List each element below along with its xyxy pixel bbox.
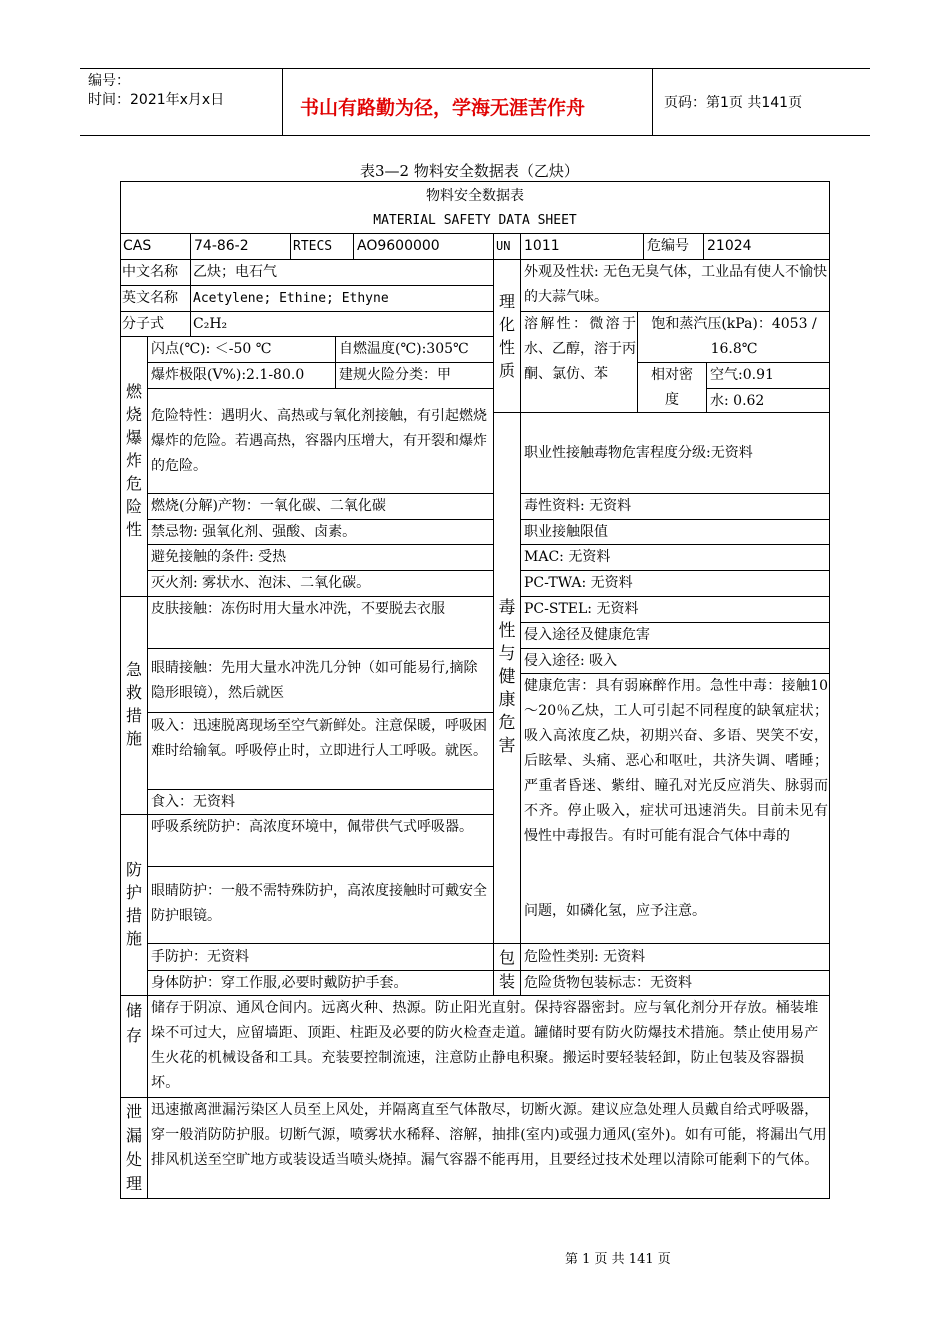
row-line [493, 943, 830, 944]
pc-stel-value: PC-STEL: 无资料 [524, 601, 639, 617]
header-divider-right [652, 68, 653, 136]
table-border-right [829, 181, 830, 1199]
health-hazard-tail: 问题，如磷化氢，应予注意。 [524, 903, 706, 919]
cn-name-value: 乙炔；电石气 [193, 264, 277, 280]
physchem-section-label: 理化性质 [498, 292, 515, 380]
cn-name-label: 中文名称 [122, 264, 178, 280]
un-label: UN [496, 239, 511, 253]
skin-contact: 皮肤接触：冻伤时用大量水冲洗，不要脱去衣服 [151, 601, 445, 617]
ingestion: 食入：无资料 [151, 794, 235, 810]
tox-data: 毒性资料: 无资料 [524, 498, 632, 514]
density-air: 空气:0.91 [710, 367, 774, 383]
row-line [147, 388, 494, 389]
header-top-rule [80, 68, 870, 69]
pc-twa-value: PC-TWA: 无资料 [524, 575, 633, 591]
eye-contact: 眼睛接触：先用大量水冲洗几分钟（如可能易行,摘除隐形眼镜），然后就医 [151, 660, 478, 701]
appearance-text: 外观及性状: 无色无臭气体，工业品有使人不愉快的大蒜气味。 [524, 264, 828, 305]
protection-section-label: 防护措施 [125, 860, 142, 948]
occupational-class: 职业性接触毒物危害程度分级:无资料 [524, 445, 753, 461]
incompatible: 禁忌物: 强氧化剂、强酸、卤素。 [151, 524, 357, 540]
autoignition: 自燃温度(℃):305℃ [339, 341, 469, 357]
route-value: 侵入途径: 吸入 [524, 653, 618, 669]
row-line [147, 866, 494, 867]
exposure-limit: 职业接触限值 [524, 524, 608, 540]
header-page: 页码：第1页 共141页 [664, 95, 803, 111]
row-line [147, 712, 494, 713]
title-cn: 物料安全数据表 [426, 188, 524, 204]
row-line [493, 412, 521, 413]
col-line [493, 233, 494, 996]
spill-section-label: 泄漏处理 [125, 1102, 142, 1193]
table-border-left [120, 181, 121, 1199]
row-line [147, 648, 494, 649]
table-caption: 表3—2 物料安全数据表（乙炔） [360, 162, 579, 180]
cas-value: 74-86-2 [194, 238, 249, 254]
formula-label: 分子式 [122, 316, 164, 332]
flash-point: 闪点(℃): ＜-50 ℃ [151, 341, 272, 357]
extinguishing-agent: 灭火剂: 雾状水、泡沫、二氧化碳。 [151, 575, 371, 591]
body-protection: 身体防护：穿工作服,必要时戴防护手套。 [151, 975, 408, 991]
avoid-conditions: 避免接触的条件: 受热 [151, 549, 287, 565]
col-line [353, 233, 354, 260]
hazard-no-value: 21024 [707, 238, 752, 254]
hand-protection: 手防护：无资料 [151, 949, 249, 965]
inhalation: 吸入：迅速脱离现场至空气新鲜处。注意保暖，呼吸困难时给输氧。呼吸停止时，立即进行人工呼吸。就医。 [151, 718, 487, 759]
mac-value: MAC: 无资料 [524, 549, 611, 565]
toxicity-section-label: 毒性与健康危害 [498, 598, 516, 756]
row-line [120, 311, 494, 312]
row-line [147, 943, 494, 944]
col-line [147, 336, 148, 996]
first-aid-section-label: 急救措施 [125, 660, 142, 748]
cas-label: CAS [123, 238, 152, 254]
hazard-category: 危险性类别: 无资料 [524, 949, 646, 965]
eye-protection: 眼睛防护：一般不需特殊防护，高浓度接触时可戴安全防护眼镜。 [151, 883, 487, 924]
relative-density-label: 相对密度 [651, 367, 693, 408]
fire-section-label: 燃烧爆炸危险性 [125, 382, 142, 539]
en-name-label: 英文名称 [122, 290, 178, 306]
hazard-no-label: 危编号 [647, 238, 689, 254]
formula-value: C₂H₂ [193, 316, 228, 332]
page-footer: 第 1 页 共 141 页 [565, 1252, 671, 1267]
table-border-top [120, 181, 830, 182]
packaging-section-label: 包装 [498, 948, 515, 991]
col-line [147, 995, 148, 1199]
rtecs-value: AO9600000 [357, 238, 440, 254]
header-date: 时间：2021年x月x日 [88, 92, 225, 108]
col-line [520, 233, 521, 996]
hazard-text: 危险特性：遇明火、高热或与氧化剂接触，有引起燃烧爆炸的危险。若遇高热，容器内压增大，有开裂和爆炸的危险。 [151, 408, 487, 474]
respiratory-protection: 呼吸系统防护：高浓度环境中，佩带供气式呼吸器。 [151, 819, 473, 835]
un-value: 1011 [524, 238, 560, 254]
header-bottom-rule [80, 135, 870, 136]
storage-section-label: 储存 [125, 1001, 142, 1045]
header-number: 编号： [88, 73, 130, 89]
title-en: MATERIAL SAFETY DATA SHEET [373, 213, 577, 228]
col-line [290, 233, 291, 260]
solubility-text: 溶解性：微溶于水、乙醇，溶于丙酮、氯仿、苯 [524, 316, 636, 382]
health-hazard-text: 健康危害：具有弱麻醉作用。急性中毒：接触10～20％乙炔，工人可引起不同程度的缺氧症状；吸入高浓度乙炔，初期兴奋、多语、哭笑不安，后眩晕、头痛、恶心和呕吐，共济失调、嗜睡；严重者昏迷、紫绀、瞳孔对光反应消失、脉弱而不齐。停止吸入，症状可迅速消失。目前未见有慢性中毒报告。有时可能有混合气体中毒的 [524, 678, 828, 844]
packaging-mark: 危险货物包装标志：无资料 [524, 975, 692, 991]
fire-class: 建规火险分类：甲 [339, 367, 451, 383]
col-line [643, 233, 644, 260]
density-water: 水: 0.62 [710, 393, 765, 409]
route-title: 侵入途径及健康危害 [524, 627, 650, 643]
header-divider-left [282, 68, 283, 136]
explosion-limit: 爆炸极限(V%):2.1-80.0 [151, 367, 305, 383]
header-motto: 书山有路勤为径，学海无涯苦作舟 [300, 97, 586, 119]
col-line [190, 233, 191, 260]
col-line [703, 233, 704, 260]
spill-text: 迅速撤离泄漏污染区人员至上风处，并隔离直至气体散尽，切断火源。建议应急处理人员戴自给式呼吸器，穿一般消防防护服。切断气源，喷雾状水稀释、溶解，抽排(室内)或强力通风(室外)。如有可能，将漏出气用排风机送至空旷地方或装设适当喷头烧掉。漏气容器不能再用，且要经过技术处理以清除可能剩下的气体。 [151, 1102, 827, 1168]
en-name-value: Acetylene; Ethine; Ethyne [193, 291, 389, 306]
vapor-pressure-text: 饱和蒸汽压(kPa)：4053 / 16.8℃ [651, 316, 817, 357]
table-border-bottom [120, 1198, 830, 1199]
combustion-products: 燃烧(分解)产物：一氧化碳、二氧化碳 [151, 498, 386, 514]
storage-text: 储存于阴凉、通风仓间内。远离火种、热源。防止阳光直射。保持容器密封。应与氧化剂分开存放。桶装堆垛不可过大，应留墙距、顶距、柱距及必要的防火检查走道。罐储时要有防火防爆技术措施。禁止使用易产生火花的机械设备和工具。充装要控制流速，注意防止静电积聚。搬运时要轻装轻卸，防止包装及容器损坏。 [151, 1000, 819, 1091]
rtecs-label: RTECS [293, 239, 333, 254]
col-line [190, 259, 191, 337]
